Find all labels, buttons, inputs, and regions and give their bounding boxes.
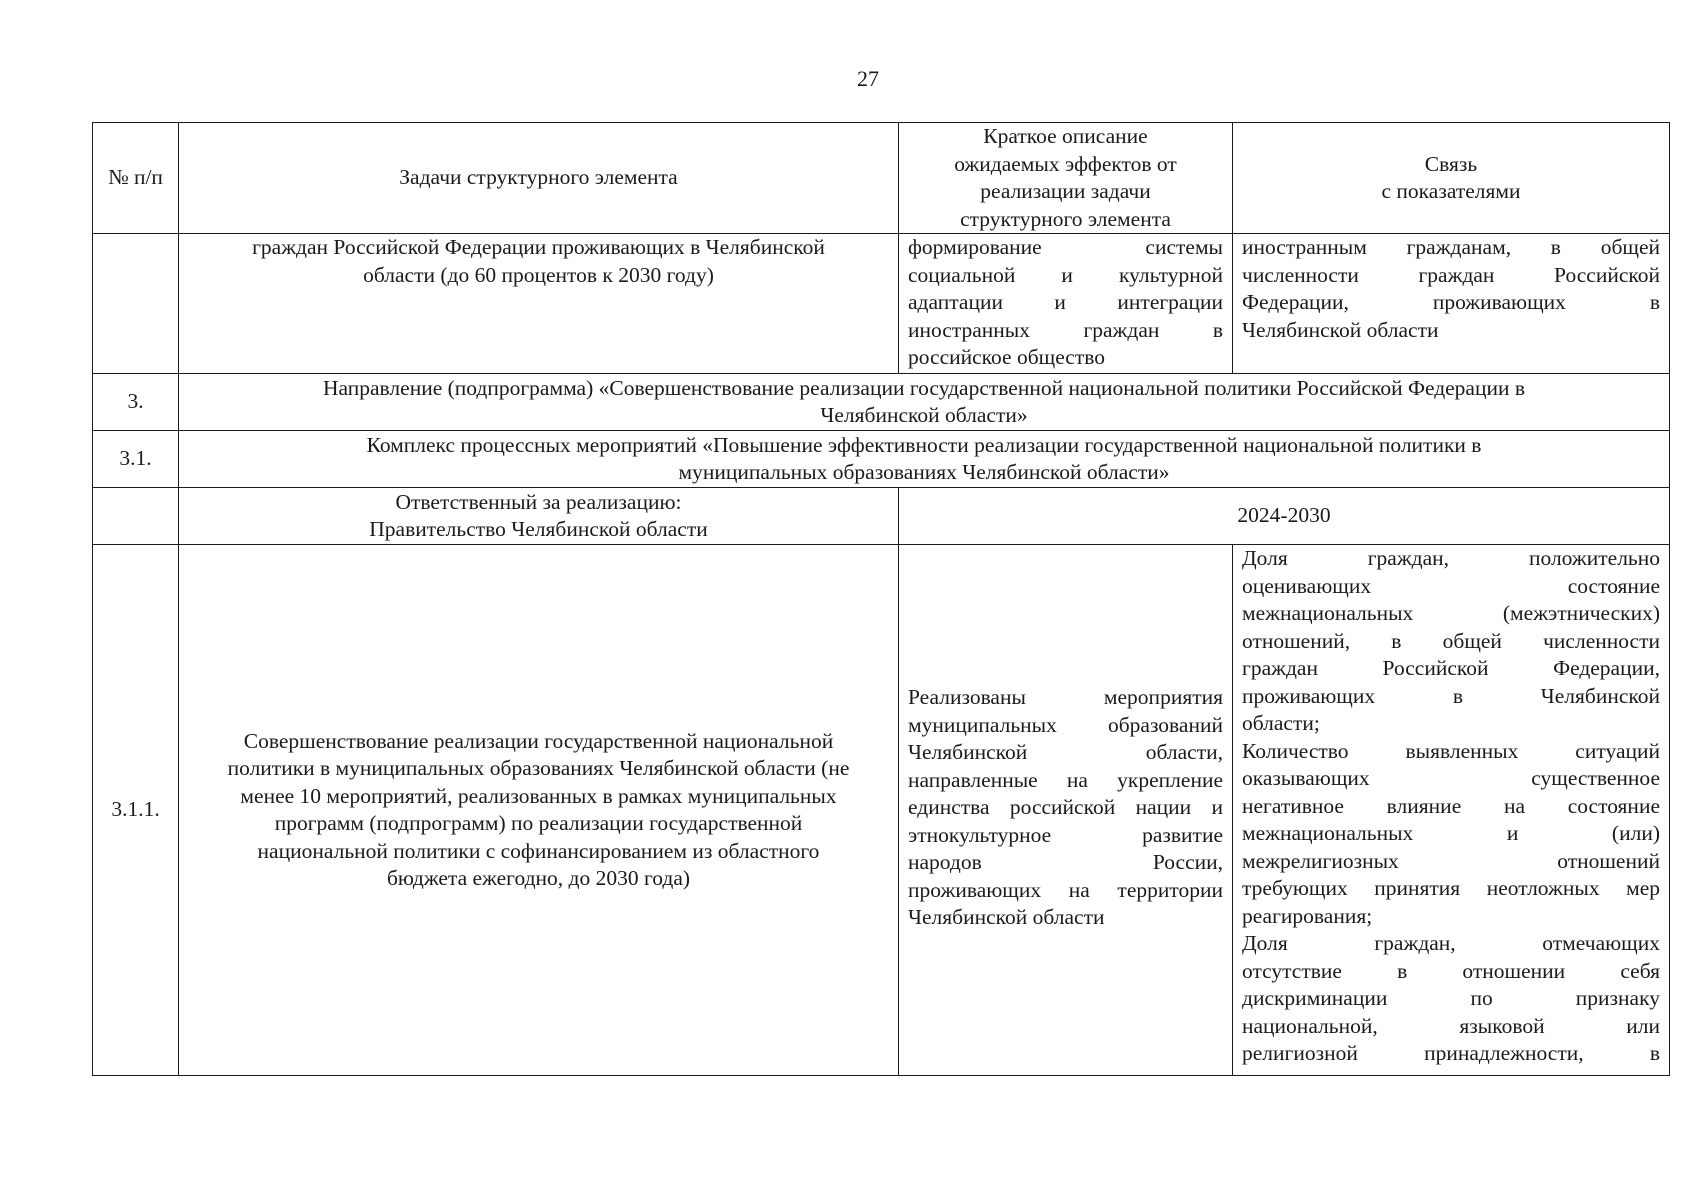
effect-line: направленные на укрепление: [908, 767, 1223, 792]
complex-title: [179, 431, 1670, 488]
complex-line: муниципальных образованиях Челябинской области»: [678, 460, 1170, 484]
header-effects: [899, 123, 1233, 234]
link-line: оказывающих существенное: [1242, 766, 1660, 790]
effect-line: иностранных граждан в: [908, 317, 1223, 342]
link-line: религиозной принадлежности, в: [1242, 1041, 1660, 1065]
link-cell: [1233, 234, 1670, 374]
link-line: дискриминации по признаку: [1242, 986, 1660, 1010]
header-tasks: Задачи структурного элемента: [179, 123, 899, 234]
link-line: национальной, языковой или: [1242, 1013, 1660, 1038]
effect-cell: [899, 234, 1233, 374]
direction-line: Челябинской области»: [820, 403, 1028, 427]
link-line: Федерации, проживающих в: [1242, 290, 1660, 314]
table-row-task-3-1-1: [93, 545, 1670, 1076]
link-cell: [1233, 545, 1670, 1076]
link-line: граждан Российской Федерации,: [1242, 656, 1660, 680]
link-line: Количество выявленных ситуаций: [1242, 738, 1660, 763]
header-effects-line: Краткое описание: [983, 124, 1148, 148]
task-line: Совершенствование реализации государственной национальной: [243, 728, 834, 753]
link-line: реагирования;: [1242, 903, 1373, 928]
effect-line: муниципальных образований: [908, 712, 1223, 737]
period-cell: 2024-2030: [899, 488, 1670, 545]
header-effects-line: структурного элемента: [960, 206, 1171, 231]
direction-title: [179, 374, 1670, 431]
link-line: межнациональных (межэтнических): [1242, 601, 1660, 625]
row-num: 3.: [93, 374, 179, 431]
header-link-line: Связь: [1424, 151, 1478, 176]
effect-line: адаптации и интеграции: [908, 290, 1223, 314]
link-line: межрелигиозных отношений: [1242, 848, 1660, 873]
link-line: Доля граждан, отмечающих: [1242, 931, 1660, 955]
header-effects-line: реализации задачи: [980, 179, 1151, 203]
link-line: Доля граждан, положительно: [1242, 546, 1660, 570]
table-row-direction: [93, 374, 1670, 431]
responsible-cell: [179, 488, 899, 545]
link-line: проживающих в Челябинской: [1242, 683, 1660, 708]
row-num: [93, 488, 179, 545]
row-num: 3.1.: [93, 431, 179, 488]
direction-line: Направление (подпрограмма) «Совершенствование реализации государственной национальной политики Российской Федерации в: [322, 375, 1526, 400]
responsible-line: Ответственный за реализацию:: [395, 489, 682, 514]
program-structure-table: [92, 122, 1670, 1076]
task-line: бюджета ежегодно, до 2030 года): [386, 866, 691, 890]
page-number: 27: [857, 66, 879, 91]
effect-line: этнокультурное развитие: [908, 822, 1223, 847]
effect-line: народов России,: [908, 850, 1223, 874]
header-link-line: с показателями: [1381, 179, 1521, 203]
header-num: № п/п: [93, 123, 179, 234]
task-line: программ (подпрограмм) по реализации государственной: [274, 811, 803, 835]
link-line: межнациональных и (или): [1242, 821, 1660, 845]
task-line: области (до 60 процентов к 2030 году): [363, 262, 714, 287]
link-line: негативное влияние на состояние: [1242, 793, 1660, 818]
link-line: иностранным гражданам, в общей: [1242, 235, 1660, 259]
effect-line: российское общество: [908, 345, 1105, 369]
header-effects-line: ожидаемых эффектов от: [954, 151, 1177, 176]
row-num: [93, 234, 179, 374]
table-row-complex: [93, 431, 1670, 488]
task-line: национальной политики с софинансированием из областного: [257, 838, 820, 863]
complex-line: Комплекс процессных мероприятий «Повышение эффективности реализации государственной национальной политики в: [366, 432, 1482, 457]
table-row-continuation: [93, 234, 1670, 374]
effect-line: формирование системы: [908, 235, 1223, 259]
table-header-row: [93, 123, 1670, 234]
table-row-responsible: [93, 488, 1670, 545]
effect-line: единства российской нации и: [908, 795, 1223, 819]
effect-line: социальной и культурной: [908, 262, 1223, 287]
task-line: политики в муниципальных образованиях Челябинской области (не: [227, 756, 850, 780]
effect-cell: [899, 545, 1233, 1076]
link-line: области;: [1242, 711, 1320, 735]
effect-line: Челябинской области: [908, 905, 1105, 929]
task-line: менее 10 мероприятий, реализованных в рамках муниципальных: [240, 783, 837, 808]
link-line: оценивающих состояние: [1242, 573, 1660, 598]
responsible-line: Правительство Челябинской области: [369, 517, 708, 541]
effect-line: проживающих на территории: [908, 877, 1223, 902]
effect-line: Реализованы мероприятия: [908, 685, 1223, 709]
header-link: [1233, 123, 1670, 234]
row-num: 3.1.1.: [93, 545, 179, 1076]
task-cell: [179, 234, 899, 374]
link-line: отсутствие в отношении себя: [1242, 958, 1660, 983]
link-line: Челябинской области: [1242, 317, 1439, 342]
link-line: требующих принятия неотложных мер: [1242, 876, 1660, 900]
link-line: численности граждан Российской: [1242, 262, 1660, 287]
effect-line: Челябинской области,: [908, 740, 1223, 764]
link-line: отношений, в общей численности: [1242, 628, 1660, 653]
task-cell: [179, 545, 899, 1076]
task-line: граждан Российской Федерации проживающих в Челябинской: [252, 235, 825, 259]
